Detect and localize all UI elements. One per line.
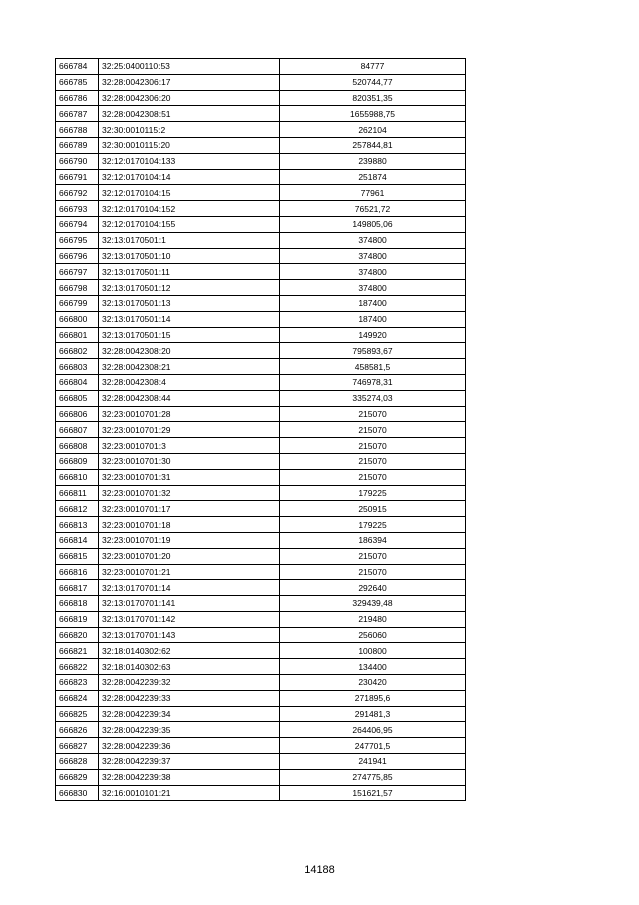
row-id-cell: 666791 <box>56 169 99 185</box>
row-id-cell: 666827 <box>56 738 99 754</box>
value-cell: 239880 <box>280 153 466 169</box>
cadastral-number-cell: 32:25:0400110:53 <box>99 59 280 75</box>
table-row <box>56 517 466 533</box>
row-id-cell: 666798 <box>56 280 99 296</box>
row-id-cell: 666807 <box>56 422 99 438</box>
cadastral-number-cell: 32:23:0010701:20 <box>99 548 280 564</box>
cadastral-number-cell: 32:23:0010701:28 <box>99 406 280 422</box>
value-cell: 76521,72 <box>280 201 466 217</box>
value-cell: 262104 <box>280 122 466 138</box>
row-id-cell: 666802 <box>56 343 99 359</box>
table-row <box>56 785 466 801</box>
cadastral-number-cell: 32:12:0170104:14 <box>99 169 280 185</box>
table-row <box>56 390 466 406</box>
value-cell: 215070 <box>280 438 466 454</box>
table-row <box>56 659 466 675</box>
row-id-cell: 666821 <box>56 643 99 659</box>
value-cell: 374800 <box>280 232 466 248</box>
value-cell: 374800 <box>280 280 466 296</box>
value-cell: 250915 <box>280 501 466 517</box>
data-table <box>55 58 466 801</box>
cadastral-number-cell: 32:23:0010701:21 <box>99 564 280 580</box>
table-row <box>56 343 466 359</box>
row-id-cell: 666796 <box>56 248 99 264</box>
value-cell: 274775,85 <box>280 769 466 785</box>
value-cell: 458581,5 <box>280 359 466 375</box>
cadastral-number-cell: 32:28:0042239:36 <box>99 738 280 754</box>
table-row <box>56 74 466 90</box>
row-id-cell: 666786 <box>56 90 99 106</box>
cadastral-number-cell: 32:13:0170701:143 <box>99 627 280 643</box>
cadastral-number-cell: 32:23:0010701:19 <box>99 532 280 548</box>
value-cell: 292640 <box>280 580 466 596</box>
cadastral-number-cell: 32:13:0170501:1 <box>99 232 280 248</box>
row-id-cell: 666794 <box>56 216 99 232</box>
row-id-cell: 666799 <box>56 295 99 311</box>
cadastral-number-cell: 32:28:0042308:44 <box>99 390 280 406</box>
table-row <box>56 232 466 248</box>
table-row <box>56 611 466 627</box>
row-id-cell: 666826 <box>56 722 99 738</box>
table-row <box>56 675 466 691</box>
row-id-cell: 666795 <box>56 232 99 248</box>
value-cell: 256060 <box>280 627 466 643</box>
cadastral-number-cell: 32:13:0170701:141 <box>99 596 280 612</box>
cadastral-number-cell: 32:23:0010701:18 <box>99 517 280 533</box>
value-cell: 1655988,75 <box>280 106 466 122</box>
cadastral-number-cell: 32:23:0010701:31 <box>99 469 280 485</box>
cadastral-number-cell: 32:28:0042306:17 <box>99 74 280 90</box>
value-cell: 77961 <box>280 185 466 201</box>
table-row <box>56 280 466 296</box>
cadastral-number-cell: 32:28:0042308:4 <box>99 374 280 390</box>
value-cell: 271895,6 <box>280 690 466 706</box>
table-row <box>56 153 466 169</box>
row-id-cell: 666805 <box>56 390 99 406</box>
row-id-cell: 666817 <box>56 580 99 596</box>
row-id-cell: 666788 <box>56 122 99 138</box>
table-row <box>56 374 466 390</box>
row-id-cell: 666787 <box>56 106 99 122</box>
row-id-cell: 666822 <box>56 659 99 675</box>
row-id-cell: 666819 <box>56 611 99 627</box>
cadastral-number-cell: 32:18:0140302:62 <box>99 643 280 659</box>
table-row <box>56 185 466 201</box>
table-row <box>56 564 466 580</box>
row-id-cell: 666810 <box>56 469 99 485</box>
table-row <box>56 216 466 232</box>
cadastral-number-cell: 32:12:0170104:133 <box>99 153 280 169</box>
table-row <box>56 548 466 564</box>
row-id-cell: 666814 <box>56 532 99 548</box>
table-row <box>56 769 466 785</box>
cadastral-number-cell: 32:12:0170104:15 <box>99 185 280 201</box>
row-id-cell: 666829 <box>56 769 99 785</box>
table-row <box>56 438 466 454</box>
cadastral-number-cell: 32:28:0042239:32 <box>99 675 280 691</box>
table-row <box>56 359 466 375</box>
cadastral-number-cell: 32:28:0042308:51 <box>99 106 280 122</box>
value-cell: 795893,67 <box>280 343 466 359</box>
cadastral-number-cell: 32:28:0042239:33 <box>99 690 280 706</box>
cadastral-number-cell: 32:16:0010101:21 <box>99 785 280 801</box>
table-row <box>56 106 466 122</box>
row-id-cell: 666820 <box>56 627 99 643</box>
row-id-cell: 666811 <box>56 485 99 501</box>
table-row <box>56 485 466 501</box>
row-id-cell: 666816 <box>56 564 99 580</box>
table-row <box>56 453 466 469</box>
cadastral-number-cell: 32:23:0010701:32 <box>99 485 280 501</box>
cadastral-number-cell: 32:30:0010115:20 <box>99 137 280 153</box>
row-id-cell: 666801 <box>56 327 99 343</box>
row-id-cell: 666809 <box>56 453 99 469</box>
row-id-cell: 666823 <box>56 675 99 691</box>
value-cell: 230420 <box>280 675 466 691</box>
value-cell: 149805,06 <box>280 216 466 232</box>
value-cell: 291481,3 <box>280 706 466 722</box>
value-cell: 251874 <box>280 169 466 185</box>
table-row <box>56 690 466 706</box>
cadastral-number-cell: 32:28:0042306:20 <box>99 90 280 106</box>
cadastral-number-cell: 32:12:0170104:155 <box>99 216 280 232</box>
cadastral-number-cell: 32:13:0170501:12 <box>99 280 280 296</box>
value-cell: 179225 <box>280 517 466 533</box>
row-id-cell: 666828 <box>56 754 99 770</box>
value-cell: 187400 <box>280 311 466 327</box>
cadastral-number-cell: 32:28:0042239:38 <box>99 769 280 785</box>
value-cell: 374800 <box>280 248 466 264</box>
table-body <box>56 59 466 801</box>
table-row <box>56 738 466 754</box>
value-cell: 241941 <box>280 754 466 770</box>
cadastral-number-cell: 32:28:0042239:34 <box>99 706 280 722</box>
cadastral-number-cell: 32:18:0140302:63 <box>99 659 280 675</box>
table-row <box>56 248 466 264</box>
table-row <box>56 169 466 185</box>
table-row <box>56 422 466 438</box>
row-id-cell: 666808 <box>56 438 99 454</box>
value-cell: 374800 <box>280 264 466 280</box>
value-cell: 257844,81 <box>280 137 466 153</box>
value-cell: 746978,31 <box>280 374 466 390</box>
cadastral-number-cell: 32:13:0170701:142 <box>99 611 280 627</box>
value-cell: 335274,03 <box>280 390 466 406</box>
value-cell: 215070 <box>280 564 466 580</box>
cadastral-number-cell: 32:13:0170501:14 <box>99 311 280 327</box>
row-id-cell: 666797 <box>56 264 99 280</box>
value-cell: 215070 <box>280 548 466 564</box>
value-cell: 134400 <box>280 659 466 675</box>
row-id-cell: 666803 <box>56 359 99 375</box>
row-id-cell: 666800 <box>56 311 99 327</box>
value-cell: 820351,35 <box>280 90 466 106</box>
row-id-cell: 666812 <box>56 501 99 517</box>
table-row <box>56 754 466 770</box>
value-cell: 186394 <box>280 532 466 548</box>
table-row <box>56 501 466 517</box>
row-id-cell: 666792 <box>56 185 99 201</box>
cadastral-number-cell: 32:13:0170501:13 <box>99 295 280 311</box>
cadastral-number-cell: 32:23:0010701:29 <box>99 422 280 438</box>
value-cell: 264406,95 <box>280 722 466 738</box>
table-row <box>56 596 466 612</box>
row-id-cell: 666784 <box>56 59 99 75</box>
value-cell: 215070 <box>280 406 466 422</box>
cadastral-number-cell: 32:23:0010701:17 <box>99 501 280 517</box>
row-id-cell: 666830 <box>56 785 99 801</box>
row-id-cell: 666785 <box>56 74 99 90</box>
table-row <box>56 59 466 75</box>
row-id-cell: 666790 <box>56 153 99 169</box>
table-row <box>56 722 466 738</box>
row-id-cell: 666804 <box>56 374 99 390</box>
page-number: 14188 <box>304 864 335 876</box>
row-id-cell: 666815 <box>56 548 99 564</box>
table-row <box>56 469 466 485</box>
cadastral-number-cell: 32:23:0010701:3 <box>99 438 280 454</box>
cadastral-number-cell: 32:13:0170501:10 <box>99 248 280 264</box>
table-row <box>56 406 466 422</box>
value-cell: 84777 <box>280 59 466 75</box>
row-id-cell: 666824 <box>56 690 99 706</box>
value-cell: 219480 <box>280 611 466 627</box>
cadastral-number-cell: 32:28:0042239:37 <box>99 754 280 770</box>
cadastral-number-cell: 32:28:0042308:20 <box>99 343 280 359</box>
table-row <box>56 264 466 280</box>
value-cell: 329439,48 <box>280 596 466 612</box>
table-row <box>56 580 466 596</box>
table-row <box>56 295 466 311</box>
row-id-cell: 666818 <box>56 596 99 612</box>
cadastral-number-cell: 32:30:0010115:2 <box>99 122 280 138</box>
value-cell: 520744,77 <box>280 74 466 90</box>
value-cell: 179225 <box>280 485 466 501</box>
value-cell: 215070 <box>280 422 466 438</box>
table-row <box>56 532 466 548</box>
table-row <box>56 706 466 722</box>
row-id-cell: 666789 <box>56 137 99 153</box>
value-cell: 215070 <box>280 469 466 485</box>
row-id-cell: 666813 <box>56 517 99 533</box>
value-cell: 215070 <box>280 453 466 469</box>
value-cell: 187400 <box>280 295 466 311</box>
value-cell: 151621,57 <box>280 785 466 801</box>
table-row <box>56 90 466 106</box>
value-cell: 247701,5 <box>280 738 466 754</box>
table-row <box>56 643 466 659</box>
table-row <box>56 122 466 138</box>
cadastral-number-cell: 32:13:0170701:14 <box>99 580 280 596</box>
cadastral-number-cell: 32:12:0170104:152 <box>99 201 280 217</box>
table-row <box>56 627 466 643</box>
value-cell: 149920 <box>280 327 466 343</box>
table-row <box>56 201 466 217</box>
table-row <box>56 327 466 343</box>
cadastral-number-cell: 32:28:0042239:35 <box>99 722 280 738</box>
row-id-cell: 666806 <box>56 406 99 422</box>
row-id-cell: 666793 <box>56 201 99 217</box>
value-cell: 100800 <box>280 643 466 659</box>
cadastral-number-cell: 32:23:0010701:30 <box>99 453 280 469</box>
cadastral-number-cell: 32:13:0170501:11 <box>99 264 280 280</box>
cadastral-number-cell: 32:13:0170501:15 <box>99 327 280 343</box>
table-row <box>56 311 466 327</box>
row-id-cell: 666825 <box>56 706 99 722</box>
table-row <box>56 137 466 153</box>
cadastral-number-cell: 32:28:0042308:21 <box>99 359 280 375</box>
